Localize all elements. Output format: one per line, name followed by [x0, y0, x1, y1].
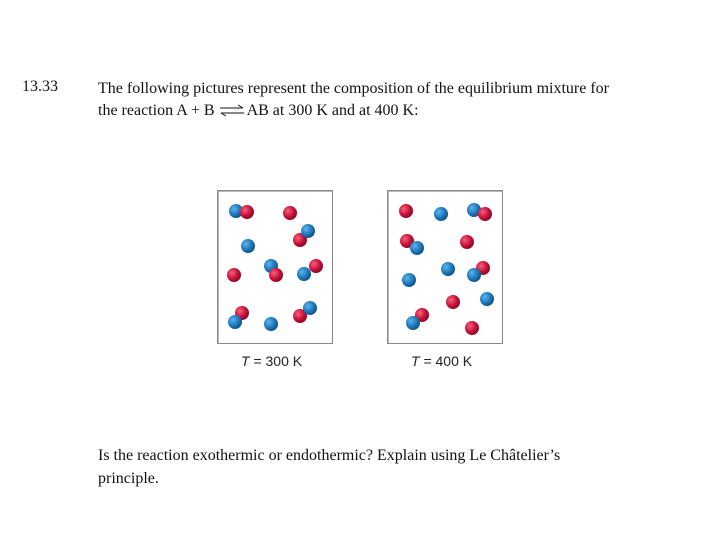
- molecule-picture-400k: [388, 191, 502, 343]
- atom-b-red: [227, 268, 241, 282]
- atom-b-red: [269, 268, 283, 282]
- atom-a-blue: [434, 207, 448, 221]
- equilibrium-box-400k: [387, 190, 503, 344]
- atom-b-red: [240, 205, 254, 219]
- atom-b-red: [460, 235, 474, 249]
- temperature-symbol: T: [241, 353, 250, 369]
- problem-text: [98, 78, 698, 122]
- temperature-label-300k: [241, 353, 302, 369]
- equilibrium-arrows-icon: [218, 104, 246, 118]
- atom-a-blue: [303, 301, 317, 315]
- atom-a-blue: [241, 239, 255, 253]
- atom-a-blue: [441, 262, 455, 276]
- atom-b-red: [399, 204, 413, 218]
- atom-a-blue: [402, 273, 416, 287]
- atom-a-blue: [301, 224, 315, 238]
- temperature-label-400k: [411, 353, 472, 369]
- problem-number: 13.33: [22, 78, 58, 95]
- question-line-2: principle.: [98, 470, 159, 487]
- atom-a-blue: [264, 317, 278, 331]
- atom-a-blue: [480, 292, 494, 306]
- temperature-value: = 400 K: [419, 353, 473, 369]
- temperature-symbol: T: [411, 353, 420, 369]
- atom-a-blue: [406, 316, 420, 330]
- reaction-products: AB at 300 K and at 400 K:: [246, 102, 419, 119]
- atom-b-red: [465, 321, 479, 335]
- temperature-value: = 300 K: [249, 353, 303, 369]
- atom-a-blue: [297, 267, 311, 281]
- question-line-1: Is the reaction exothermic or endothermic? Explain using Le Châtelier’s: [98, 447, 561, 464]
- atom-b-red: [446, 295, 460, 309]
- problem-line-1: The following pictures represent the composition of the equilibrium mixture for: [98, 80, 609, 97]
- atom-b-red: [478, 207, 492, 221]
- problem-line-2: [98, 100, 698, 122]
- equilibrium-box-300k: [217, 190, 333, 344]
- molecule-picture-300k: [218, 191, 332, 343]
- atom-a-blue: [410, 241, 424, 255]
- reaction-reactants: the reaction A + B: [98, 102, 215, 119]
- atom-b-red: [309, 259, 323, 273]
- atom-a-blue: [228, 315, 242, 329]
- question-text: [98, 444, 658, 490]
- atom-a-blue: [467, 268, 481, 282]
- atom-b-red: [283, 206, 297, 220]
